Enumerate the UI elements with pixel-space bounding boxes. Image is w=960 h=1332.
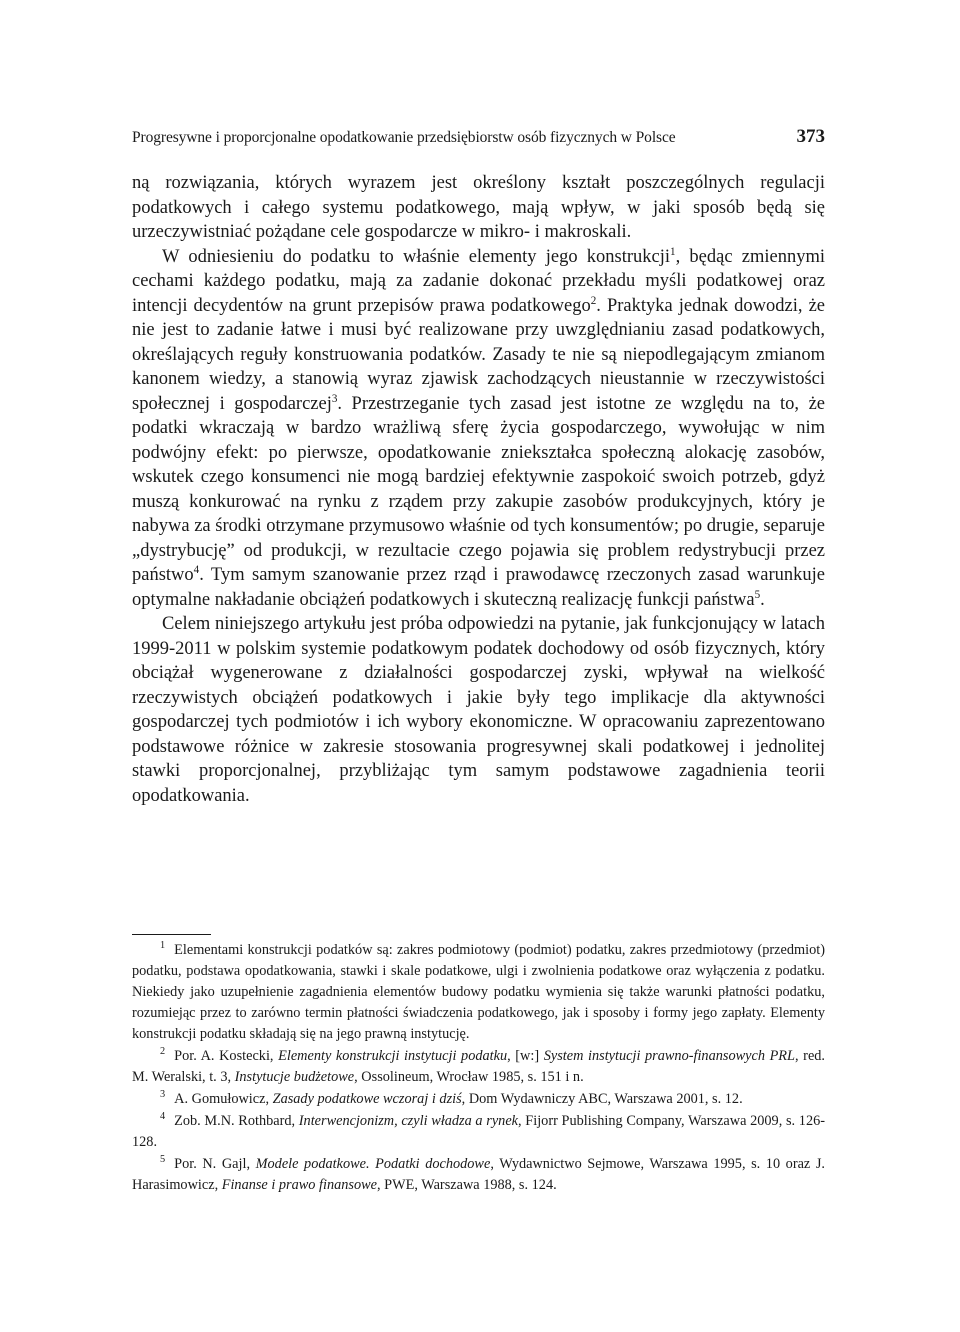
footnote-number: 2	[160, 1046, 166, 1058]
footnote-5	[132, 1154, 825, 1196]
footnote-ref-2[interactable]: 2	[590, 294, 597, 307]
footnote-title: Modele podatkowe. Podatki dochodowe	[255, 1156, 491, 1172]
footnotes	[132, 940, 825, 1197]
paragraph-2	[132, 245, 825, 613]
footnote-text: , red. M. Weralski, t. 3,	[132, 1048, 826, 1085]
footnote-number: 5	[160, 1154, 166, 1166]
footnote-text: , Dom Wydawniczy ABC, Warszawa 2001, s. 12.	[461, 1091, 743, 1107]
footnote-title: Instytucje budżetowe	[234, 1069, 355, 1085]
footnote-2	[132, 1046, 825, 1088]
footnote-ref-4[interactable]: 4	[193, 563, 200, 576]
footnote-4	[132, 1111, 825, 1153]
text-segment: . Przestrzeganie tych zasad jest istotne ze względu na to, że podatki wkraczają w bardzo wrażliwą sferę życia gospodarczego, wywołując w nim podwójny efekt: po pierwsze, opodatkowanie zniekształca społeczną alokację zasobów, wskutek czego konsumenci nie mogą bardziej efektywnie zaspokoić swoich potrzeb, gdyż muszą konkurować na rynku z rządem przy zakupie zasobów produkcyjnych, który je nabywa za środki otrzymane przymusowo właśnie od tych konsumentów; po drugie, separuje „dystrybucję” od produkcji, w rezultacie czego pojawia się problem redystrybucji przez państwo	[132, 393, 825, 585]
footnote-ref-3[interactable]: 3	[331, 392, 338, 405]
text-segment: , będąc zmiennymi cechami każdego podatku, mają za zadanie dokonać przekładu myśli podatkowej oraz intencji decydentów na grunt przepisów prawa podatkowego	[132, 246, 825, 316]
footnote-text: , Wydawnictwo Sejmowe, Warszawa 1995, s. 10 oraz J. Harasimowicz,	[132, 1156, 825, 1193]
text-segment: .	[760, 589, 765, 610]
footnote-separator	[132, 934, 211, 935]
footnote-number: 1	[160, 940, 166, 952]
text-segment: . Tym samym szanowanie przez rząd i prawodawcę rzeczonych zasad warunkuje optymalne nakładanie obciążeń podatkowych i skuteczną realizację funkcji państwa	[132, 565, 825, 610]
footnote-text: Por. N. Gajl,	[174, 1156, 256, 1172]
paragraph-3: Celem niniejszego artykułu jest próba odpowiedzi na pytanie, jak funkcjonujący w latach 1999-2011 w polskim systemie podatkowym podatek dochodowy od osób fizycznych, który obciążał wygenerowane z działalności gospodarczej zyski, wpływał na wielkość rzeczywistych obciążeń podatkowych i jakie były tego implikacje dla aktywności gospodarczej tych podmiotów i ich wybory ekonomiczne. W opracowaniu zaprezentowano podstawowe różnice w zakresie stosowania progresywnej skali podatkowej i jednolitej stawki proporcjonalnej, przybliżając tym samym podstawowe zagadnienia teorii opodatkowania.	[132, 614, 825, 806]
footnote-text: , Fijorr Publishing Company, Warszawa 2009, s. 126-128.	[132, 1113, 825, 1150]
footnote-title: System instytucji prawno-finansowych PRL	[543, 1048, 795, 1064]
footnote-ref-1[interactable]: 1	[670, 245, 676, 258]
running-header	[132, 126, 825, 148]
paragraph-1: ną rozwiązania, których wyrazem jest określony kształt poszczególnych regulacji podatkowych i całego systemu podatkowego, mają wpływ, w jaki sposób będą się urzeczywistniać pożądane cele gospodarcze w mikro- i makroskali.	[132, 173, 825, 242]
footnote-text: Por. A. Kostecki,	[174, 1048, 279, 1064]
page-number: 373	[796, 126, 825, 147]
footnote-number: 3	[160, 1089, 166, 1101]
footnote-text: Elementami konstrukcji podatków są: zakres podmiotowy (podmiot) podatku, zakres przedmiotowy (przedmiot) podatku, podstawa opodatkowania, stawki i skale podatkowe, ulgi i zwolnienia podatkowe oraz wyłączenia z podatku. Niekiedy jako uzupełnienie zagadnienia elementów budowy podatku wymienia się także warunki płatności podatku, rozumiejąc przez to zarówno termin płatności świadczenia podatkowego, jak i sposoby i formy jego zapłaty. Elementy konstrukcji podatku składają się na jego prawną instytucję.	[132, 942, 825, 1042]
footnote-text: Zob. M.N. Rothbard,	[174, 1113, 299, 1129]
text-segment: W odniesieniu do podatku to właśnie elementy jego konstrukcji	[162, 246, 671, 267]
footnote-text: , PWE, Warszawa 1988, s. 124.	[377, 1177, 557, 1193]
footnote-title: Zasady podatkowe wczoraj i dziś	[272, 1091, 462, 1107]
footnote-ref-5[interactable]: 5	[754, 588, 761, 601]
text-segment: . Praktyka jednak dowodzi, że nie jest to zadanie łatwe i musi być realizowane przy uwzględnianiu zasad podatkowych, określających reguły konstruowania podatków. Zasady te nie są niepodlegającym zmianom kanonem wiedzy, a stanowią wyraz zjawisk zachodzących nieustannie w rzeczywistości społecznej i gospodarczej	[132, 295, 825, 414]
footnote-3	[132, 1089, 825, 1110]
footnote-title: Finanse i prawo finansowe	[221, 1177, 378, 1193]
footnote-title: Elementy konstrukcji instytucji podatku	[278, 1048, 508, 1064]
footnote-title: Interwencjonizm, czyli władza a rynek	[298, 1113, 519, 1129]
footnote-text: , Ossolineum, Wrocław 1985, s. 151 i n.	[354, 1069, 584, 1085]
running-title: Progresywne i proporcjonalne opodatkowanie przedsiębiorstw osób fizycznych w Polsce	[132, 129, 676, 146]
footnote-text: A. Gomułowicz,	[174, 1091, 273, 1107]
main-text	[132, 171, 825, 808]
footnote-number: 4	[160, 1111, 166, 1123]
footnote-text: , [w:]	[507, 1048, 544, 1064]
footnote-1	[132, 940, 825, 1045]
